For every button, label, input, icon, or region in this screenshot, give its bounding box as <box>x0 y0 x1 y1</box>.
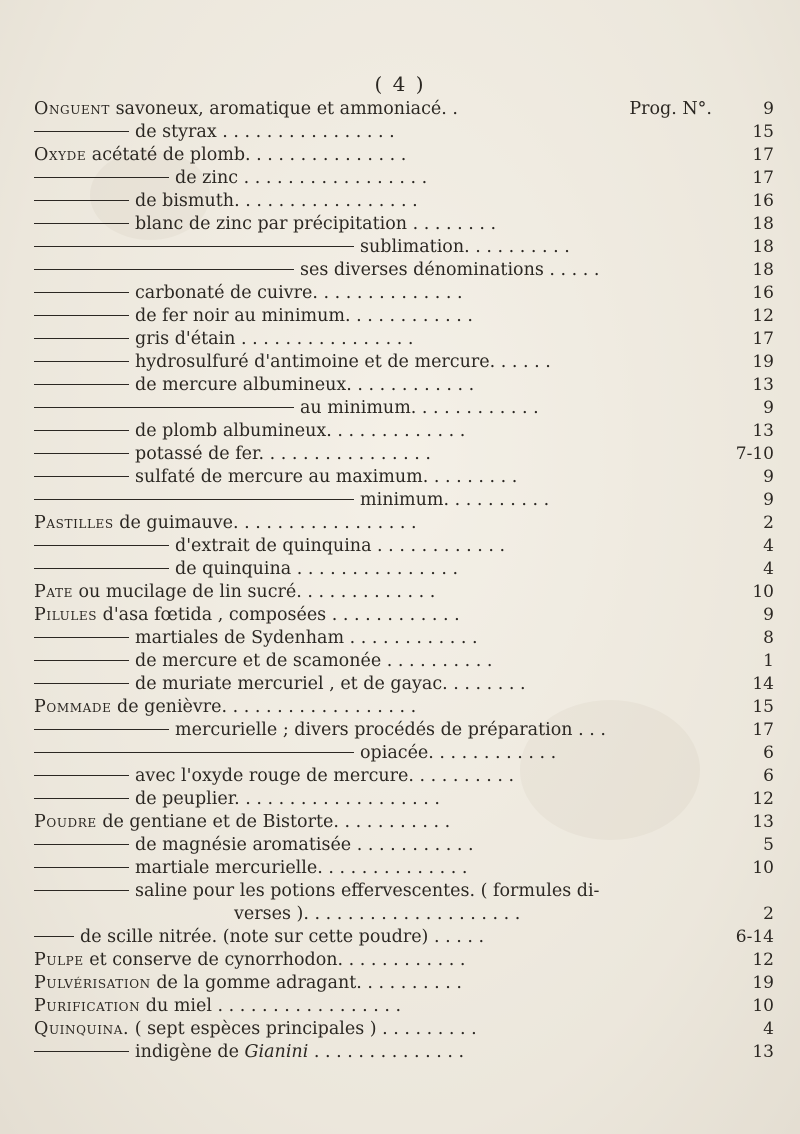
entry-text: d'extrait de quinquina . . . . . . . . . . . . <box>175 536 506 556</box>
ditto-dash <box>34 246 354 247</box>
index-entry <box>34 213 774 236</box>
index-entry <box>34 420 774 443</box>
index-entry <box>34 259 774 282</box>
entry-text: de zinc . . . . . . . . . . . . . . . . . <box>175 168 428 188</box>
program-number: 10 <box>752 858 774 878</box>
program-number: 8 <box>763 628 774 648</box>
entry-text: gris d'étain . . . . . . . . . . . . . . . . <box>135 329 414 349</box>
index-entry <box>34 811 774 834</box>
index-entry <box>34 696 774 719</box>
entry-text: de mercure albumineux. . . . . . . . . . . . <box>135 375 475 395</box>
program-number: 9 <box>763 99 774 119</box>
index-entry <box>34 236 774 259</box>
entry-text: potassé de fer. . . . . . . . . . . . . . . . <box>135 444 431 464</box>
entry-heading: Pilules <box>34 605 98 625</box>
ditto-dash <box>34 177 169 178</box>
index-entry <box>34 558 774 581</box>
ditto-dash <box>34 637 129 638</box>
index-entry <box>34 305 774 328</box>
program-number: 18 <box>752 214 774 234</box>
program-number: 2 <box>763 513 774 533</box>
program-number: 16 <box>752 191 774 211</box>
ditto-dash <box>34 752 354 753</box>
index-entry <box>34 374 774 397</box>
entry-text: verses ). . . . . . . . . . . . . . . . . . . . <box>234 904 521 924</box>
ditto-dash <box>34 936 74 937</box>
index-entry <box>34 834 774 857</box>
entry-text: sulfaté de mercure au maximum. . . . . . . . . <box>135 467 518 487</box>
entry-text: blanc de zinc par précipitation . . . . . . . . <box>135 214 497 234</box>
entry-text: de peuplier. . . . . . . . . . . . . . . . . . . <box>135 789 440 809</box>
entry-text: d'asa fœtida , composées . . . . . . . . . . . . <box>97 605 460 625</box>
program-number: 13 <box>752 812 774 832</box>
entry-heading: Quinquina. <box>34 1019 130 1039</box>
ditto-dash <box>34 476 129 477</box>
ditto-dash <box>34 683 129 684</box>
program-number: 10 <box>752 582 774 602</box>
entry-text: ses diverses dénominations . . . . . <box>300 260 600 280</box>
index-entry <box>34 903 774 926</box>
table-of-contents <box>34 98 774 1064</box>
entry-italic-name: Gianini <box>244 1042 309 1062</box>
program-number: 14 <box>752 674 774 694</box>
index-entry <box>34 512 774 535</box>
ditto-dash <box>34 315 129 316</box>
index-entry <box>34 650 774 673</box>
entry-heading: Pulpe <box>34 950 84 970</box>
index-entry <box>34 535 774 558</box>
ditto-dash <box>34 729 169 730</box>
entry-text: martiales de Sydenham . . . . . . . . . . . . <box>135 628 478 648</box>
entry-text: de styrax . . . . . . . . . . . . . . . . <box>135 122 395 142</box>
program-number: 19 <box>752 973 774 993</box>
index-entry <box>34 627 774 650</box>
entry-text: de guimauve. . . . . . . . . . . . . . . . . <box>113 513 417 533</box>
program-number: 13 <box>752 421 774 441</box>
program-number: 9 <box>763 467 774 487</box>
index-entry <box>34 742 774 765</box>
index-entry <box>34 949 774 972</box>
entry-text: au minimum. . . . . . . . . . . . <box>300 398 539 418</box>
program-number: 13 <box>752 375 774 395</box>
index-entry <box>34 972 774 995</box>
ditto-dash <box>34 568 169 569</box>
program-number: 17 <box>752 329 774 349</box>
index-entry <box>34 719 774 742</box>
entry-text: sublimation. . . . . . . . . . <box>360 237 570 257</box>
program-number: 12 <box>752 789 774 809</box>
entry-text: mercurielle ; divers procédés de préparation . . . <box>175 720 606 740</box>
index-entry <box>34 765 774 788</box>
program-number: 17 <box>752 145 774 165</box>
entry-heading: Onguent <box>34 99 111 119</box>
index-entry <box>34 1018 774 1041</box>
ditto-dash <box>34 292 129 293</box>
program-number: 7-10 <box>735 444 774 464</box>
program-number: 6-14 <box>735 927 774 947</box>
entry-text: de quinquina . . . . . . . . . . . . . . . <box>175 559 459 579</box>
index-entry <box>34 443 774 466</box>
program-number: 12 <box>752 950 774 970</box>
program-number: 9 <box>763 398 774 418</box>
program-number: 10 <box>752 996 774 1016</box>
entry-text: de magnésie aromatisée . . . . . . . . . . . <box>135 835 474 855</box>
program-number: 17 <box>752 720 774 740</box>
entry-text: et conserve de cynorrhodon. . . . . . . . . . . . <box>83 950 466 970</box>
entry-heading: Pommade <box>34 697 112 717</box>
ditto-dash <box>34 338 129 339</box>
entry-text: de gentiane et de Bistorte. . . . . . . . . . . <box>96 812 451 832</box>
entry-text: saline pour les potions effervescentes. ( formules di- <box>135 881 600 901</box>
ditto-dash <box>34 890 129 891</box>
entry-text: opiacée. . . . . . . . . . . . <box>360 743 557 763</box>
program-number: 4 <box>763 536 774 556</box>
program-number: 4 <box>763 1019 774 1039</box>
program-number: 17 <box>752 168 774 188</box>
ditto-dash <box>34 453 129 454</box>
program-number: 15 <box>752 122 774 142</box>
entry-heading: Purification <box>34 996 141 1016</box>
program-number-label: Prog. N°. <box>629 99 712 119</box>
program-number: 13 <box>752 1042 774 1062</box>
program-number: 6 <box>763 743 774 763</box>
index-entry <box>34 489 774 512</box>
program-number: 16 <box>752 283 774 303</box>
entry-text: de muriate mercuriel , et de gayac. . . . . . . . <box>135 674 526 694</box>
index-entry <box>34 604 774 627</box>
entry-text: carbonaté de cuivre. . . . . . . . . . . . . . <box>135 283 463 303</box>
program-number: 1 <box>763 651 774 671</box>
entry-text: minimum. . . . . . . . . . <box>360 490 550 510</box>
entry-tail: . . . . . . . . . . . . . . <box>308 1042 465 1062</box>
ditto-dash <box>34 499 354 500</box>
ditto-dash <box>34 844 129 845</box>
program-number: 2 <box>763 904 774 924</box>
index-entry <box>34 995 774 1018</box>
program-number: 18 <box>752 237 774 257</box>
entry-text: de fer noir au minimum. . . . . . . . . . . . <box>135 306 473 326</box>
index-entry <box>34 581 774 604</box>
index-entry <box>34 328 774 351</box>
entry-text: de la gomme adragant. . . . . . . . . . <box>150 973 462 993</box>
entry-text: du miel . . . . . . . . . . . . . . . . . <box>140 996 402 1016</box>
entry-text: savoneux, aromatique et ammoniacé. . <box>110 99 458 119</box>
index-entry <box>34 1041 774 1064</box>
entry-heading: Pate <box>34 582 73 602</box>
ditto-dash <box>34 223 129 224</box>
ditto-dash <box>34 384 129 385</box>
entry-heading: Pulvérisation <box>34 973 151 993</box>
program-number: 18 <box>752 260 774 280</box>
program-number: 15 <box>752 697 774 717</box>
index-entry <box>34 880 774 903</box>
ditto-dash <box>34 545 169 546</box>
index-entry <box>34 121 774 144</box>
program-number: 6 <box>763 766 774 786</box>
entry-text: acétaté de plomb. . . . . . . . . . . . . . . <box>86 145 407 165</box>
entry-heading: Pastilles <box>34 513 114 533</box>
entry-text: indigène de <box>135 1042 245 1062</box>
entry-heading: Oxyde <box>34 145 87 165</box>
index-entry <box>34 282 774 305</box>
program-number: 5 <box>763 835 774 855</box>
entry-heading: Poudre <box>34 812 97 832</box>
ditto-dash <box>34 660 129 661</box>
ditto-dash <box>34 269 294 270</box>
index-entry <box>34 397 774 420</box>
entry-text: martiale mercurielle. . . . . . . . . . . . . . <box>135 858 468 878</box>
entry-text: avec l'oxyde rouge de mercure. . . . . . . . . . <box>135 766 515 786</box>
entry-text: ( sept espèces principales ) . . . . . . . . . <box>129 1019 477 1039</box>
ditto-dash <box>34 867 129 868</box>
index-entry <box>34 167 774 190</box>
entry-text: ou mucilage de lin sucré. . . . . . . . . . . . . <box>72 582 436 602</box>
ditto-dash <box>34 200 129 201</box>
entry-text: de genièvre. . . . . . . . . . . . . . . . . . <box>111 697 417 717</box>
entry-text: hydrosulfuré d'antimoine et de mercure. . . . . . <box>135 352 551 372</box>
program-number: 9 <box>763 605 774 625</box>
index-entry <box>34 144 774 167</box>
entry-text: de bismuth. . . . . . . . . . . . . . . . . <box>135 191 418 211</box>
program-number: 9 <box>763 490 774 510</box>
ditto-dash <box>34 798 129 799</box>
ditto-dash <box>34 1051 129 1052</box>
ditto-dash <box>34 775 129 776</box>
index-entry <box>34 466 774 489</box>
program-number: 4 <box>763 559 774 579</box>
index-entry <box>34 926 774 949</box>
ditto-dash <box>34 131 129 132</box>
ditto-dash <box>34 407 294 408</box>
program-number: 12 <box>752 306 774 326</box>
index-entry <box>34 857 774 880</box>
index-entry <box>34 788 774 811</box>
page-number: ( 4 ) <box>374 72 426 96</box>
index-entry <box>34 351 774 374</box>
index-entry <box>34 190 774 213</box>
index-entry <box>34 673 774 696</box>
ditto-dash <box>34 361 129 362</box>
ditto-dash <box>34 430 129 431</box>
entry-text: de scille nitrée. (note sur cette poudre) . . . . . <box>80 927 485 947</box>
index-entry <box>34 98 774 121</box>
entry-text: de mercure et de scamonée . . . . . . . . . . <box>135 651 493 671</box>
entry-text: de plomb albumineux. . . . . . . . . . . . . <box>135 421 466 441</box>
program-number: 19 <box>752 352 774 372</box>
